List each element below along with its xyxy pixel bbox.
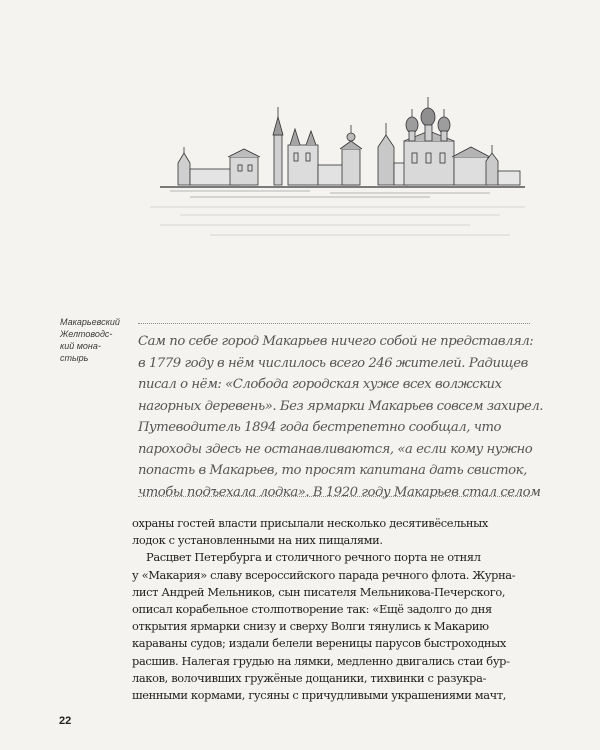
quote-line: чтобы подъехала лодка». В 1920 году Макарьев стал селом <box>138 484 541 500</box>
quote-divider-bottom <box>138 496 530 497</box>
body-line: охраны гостей власти присылали несколько десятивёсельных <box>132 516 488 530</box>
quote-line: нагорных деревень». Без ярмарки Макарьев совсем захирел. <box>138 398 544 414</box>
quote-line: Путеводитель 1894 года бестрепетно сообщал, что <box>138 420 502 435</box>
body-line: Расцвет Петербурга и столичного речного порта не отнял <box>146 550 481 565</box>
quote-line: попасть в Макарьев, то просят капитана дать свисток, <box>138 463 527 478</box>
body-line: у «Макария» славу всероссийского парада речного флота. Журна- <box>132 567 516 582</box>
caption-line: кий мона- <box>60 341 101 351</box>
body-line: лодок с установленными на них пищалями. <box>132 533 383 548</box>
body-line: лист Андрей Мельников, сын писателя Мельникова-Печерского, <box>132 584 506 599</box>
page-number: 22 <box>59 715 72 727</box>
body-line: описал корабельное столпотворение так: «Ещё задолго до дня <box>132 602 492 617</box>
body-line: караваны судов; издали белели вереницы парусов быстроходных <box>132 636 506 651</box>
body-line: шенными кормами, гусяны с причудливыми украшениями мачт, <box>132 688 507 703</box>
caption-line: Макарьевский <box>60 317 120 327</box>
monastery-illustration <box>130 95 530 270</box>
quote-line: в 1779 году в нём числилось всего 246 жителей. Радищев <box>138 355 528 371</box>
illustration-caption <box>60 316 130 364</box>
body-line: открытия ярмарки снизу и сверху Волги тянулись к Макарию <box>132 619 489 634</box>
caption-line: Желтоводс- <box>60 329 113 339</box>
quote-divider-top <box>138 323 530 324</box>
body-line: расшив. Налегая грудью на лямки, медленно двигались стаи бур- <box>132 653 510 668</box>
sidebar-quote <box>138 331 544 503</box>
quote-line: писал о нём: «Слобода городская хуже всех волжских <box>138 377 502 392</box>
quote-line: пароходы здесь не останавливаются, «а если кому нужно <box>138 441 533 457</box>
body-text <box>132 515 530 704</box>
quote-line: Сам по себе город Макарьев ничего собой не представлял: <box>138 334 534 349</box>
body-line: лаков, волочивших гружёные дощаники, тихвинки с разукра- <box>132 670 487 685</box>
caption-line: стырь <box>60 353 89 363</box>
